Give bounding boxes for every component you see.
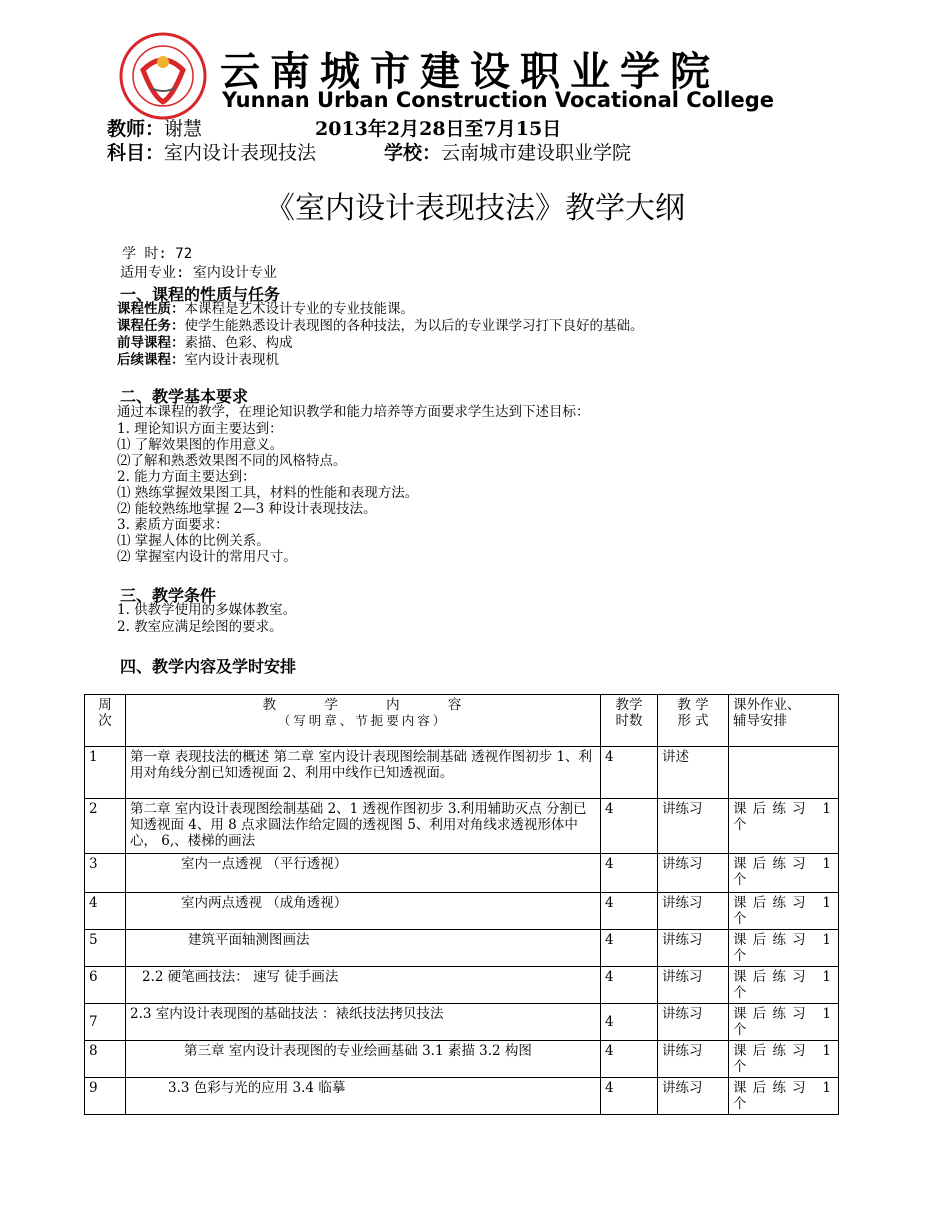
cell-week: 2 xyxy=(85,799,126,854)
cell-content: 建筑平面轴测图画法 xyxy=(126,930,601,967)
section2-line: ⑴ 掌握人体的比例关系。 xyxy=(117,533,270,549)
cell-form: 讲练习 xyxy=(658,930,729,967)
cell-content: 3.3 色彩与光的应用 3.4 临摹 xyxy=(126,1078,601,1115)
subject-line xyxy=(107,138,316,165)
line-label: 后续课程： xyxy=(117,352,185,368)
cell-hours: 4 xyxy=(601,799,658,854)
cell-week: 9 xyxy=(85,1078,126,1115)
cell-content: 第三章 室内设计表现图的专业绘画基础 3.1 素描 3.2 构图 xyxy=(126,1041,601,1078)
cell-week: 5 xyxy=(85,930,126,967)
teacher-line xyxy=(107,114,202,141)
header-text: （写明章、节扼要内容） xyxy=(277,713,449,728)
header-text: 教学 xyxy=(615,697,643,713)
school-line xyxy=(384,138,631,165)
section1-line xyxy=(117,335,293,352)
line-text: 室内设计表现机 xyxy=(184,352,279,368)
document-title: 《室内设计表现技法》教学大纲 xyxy=(265,191,685,226)
section2-line: ⑴ 熟练掌握效果图工具，材料的性能和表现方法。 xyxy=(117,485,419,501)
header-text: 周 xyxy=(98,697,112,713)
line-label: 课程性质： xyxy=(117,301,185,317)
header-text: 教 学 内 容 xyxy=(262,697,464,713)
cell-hours: 4 xyxy=(601,893,658,930)
table-row xyxy=(85,854,839,893)
cell-form: 讲练习 xyxy=(658,1041,729,1078)
section1-line xyxy=(117,301,414,318)
cell-homework xyxy=(729,747,839,799)
table-row xyxy=(85,799,839,854)
section4-heading: 四、教学内容及学时安排 xyxy=(120,657,297,676)
section2-line: 2. 能力方面主要达到： xyxy=(117,469,256,485)
cell-hours: 4 xyxy=(601,1041,658,1078)
cell-content: 2.2 硬笔画技法： 速写 徒手画法 xyxy=(126,967,601,1004)
table-row xyxy=(85,893,839,930)
section1-heading: 一、课程的性质与任务 xyxy=(120,285,281,304)
section3-heading: 三、教学条件 xyxy=(120,586,217,605)
schedule-table xyxy=(84,694,839,1115)
cell-hours: 4 xyxy=(601,747,658,799)
cell-homework: 课后练习 1 个 xyxy=(729,1041,839,1078)
table-row xyxy=(85,747,839,799)
table-row xyxy=(85,1004,839,1041)
school-value: 云南城市建设职业学院 xyxy=(441,142,632,164)
section3-line: 2. 教室应满足绘图的要求。 xyxy=(117,619,283,635)
cell-form: 讲练习 xyxy=(658,1004,729,1041)
header-text: 形 式 xyxy=(677,713,709,729)
cell-form: 讲练习 xyxy=(658,893,729,930)
cell-week: 3 xyxy=(85,854,126,893)
school-label: 学校： xyxy=(384,142,442,164)
cell-content: 室内两点透视 （成角透视） xyxy=(126,893,601,930)
cell-homework: 课后练习 1 个 xyxy=(729,893,839,930)
cell-hours: 4 xyxy=(601,854,658,893)
header-hours xyxy=(601,695,658,747)
cell-content: 第二章 室内设计表现图绘制基础 2、1 透视作图初步 3.利用辅助灭点 分割已知透视面 4、用 8 点求圆法作给定圆的透视图 5、利用对角线求透视形体中心， 6,、楼梯的画法 xyxy=(126,799,601,854)
cell-hours: 4 xyxy=(601,967,658,1004)
applicable-major: 适用专业: 室内设计专业 xyxy=(120,265,277,281)
header-text: 课外作业、 xyxy=(733,697,801,713)
section2-heading: 二、教学基本要求 xyxy=(120,387,249,406)
header-text: 时数 xyxy=(615,713,643,729)
subject-value: 室内设计表现技法 xyxy=(164,142,317,164)
line-label: 前导课程： xyxy=(117,335,185,351)
table-row xyxy=(85,967,839,1004)
section2-line: ⑵ 能较熟练地掌握 2—3 种设计表现技法。 xyxy=(117,501,377,517)
cell-hours: 4 xyxy=(601,930,658,967)
header-form xyxy=(658,695,729,747)
section3-line: 1. 供教学使用的多媒体教室。 xyxy=(117,602,297,618)
section2-line: ⑴ 了解效果图的作用意义。 xyxy=(117,437,284,453)
table-row xyxy=(85,1041,839,1078)
college-name-en: Yunnan Urban Construction Vocational College xyxy=(222,88,775,112)
cell-homework: 课后练习 1 个 xyxy=(729,1078,839,1115)
section2-line: 1. 理论知识方面主要达到： xyxy=(117,421,283,437)
cell-content: 2.3 室内设计表现图的基础技法 ：裱纸技法拷贝技法 xyxy=(126,1004,601,1041)
header-text: 辅导安排 xyxy=(733,713,787,729)
section1-line xyxy=(117,318,644,335)
line-text: 使学生能熟悉设计表现图的各种技法，为以后的专业课学习打下良好的基础。 xyxy=(184,318,644,334)
table-row xyxy=(85,930,839,967)
header-homework xyxy=(729,695,839,747)
cell-form: 讲述 xyxy=(658,747,729,799)
cell-homework: 课后练习 1 个 xyxy=(729,1004,839,1041)
section1-line xyxy=(117,352,279,369)
cell-homework: 课后练习 1 个 xyxy=(729,967,839,1004)
cell-homework: 课后练习 1 个 xyxy=(729,799,839,854)
header-text: 次 xyxy=(98,713,112,729)
cell-week: 7 xyxy=(85,1004,126,1041)
college-name-cn: 云南城市建设职业学院 xyxy=(220,48,720,95)
cell-content: 室内一点透视 （平行透视） xyxy=(126,854,601,893)
cell-homework: 课后练习 1 个 xyxy=(729,854,839,893)
table-header-row xyxy=(85,695,839,747)
date-range: 2013年2月28日至7月15日 xyxy=(315,118,562,140)
section2-line: ⑵ 掌握室内设计的常用尺寸。 xyxy=(117,549,297,565)
header-text: 教 学 xyxy=(677,697,709,713)
section2-line: ⑵了解和熟悉效果图不同的风格特点。 xyxy=(117,453,347,469)
cell-homework: 课后练习 1 个 xyxy=(729,930,839,967)
college-seal-logo xyxy=(113,30,213,120)
section2-line: 3. 素质方面要求： xyxy=(117,517,229,533)
header-content xyxy=(126,695,601,747)
cell-week: 1 xyxy=(85,747,126,799)
table-row xyxy=(85,1078,839,1115)
cell-hours: 4 xyxy=(601,1078,658,1115)
course-hours: 学 时: 72 xyxy=(122,246,193,262)
subject-label: 科目： xyxy=(107,142,165,164)
header-week xyxy=(85,695,126,747)
cell-content: 第一章 表现技法的概述 第二章 室内设计表现图绘制基础 透视作图初步 1、利用对角线分割已知透视面 2、利用中线作已知透视面。 xyxy=(126,747,601,799)
cell-form: 讲练习 xyxy=(658,967,729,1004)
cell-form: 讲练习 xyxy=(658,799,729,854)
line-text: 本课程是艺术设计专业的专业技能课。 xyxy=(184,301,414,317)
cell-week: 6 xyxy=(85,967,126,1004)
cell-form: 讲练习 xyxy=(658,854,729,893)
section2-line: 通过本课程的教学，在理论知识教学和能力培养等方面要求学生达到下述目标： xyxy=(117,404,590,420)
teacher-value: 谢慧 xyxy=(164,118,203,140)
line-text: 素描、色彩、构成 xyxy=(184,335,293,351)
cell-form: 讲练习 xyxy=(658,1078,729,1115)
teacher-label: 教师： xyxy=(107,118,165,140)
cell-hours: 4 xyxy=(601,1004,658,1041)
cell-week: 8 xyxy=(85,1041,126,1078)
line-label: 课程任务： xyxy=(117,318,185,334)
cell-week: 4 xyxy=(85,893,126,930)
